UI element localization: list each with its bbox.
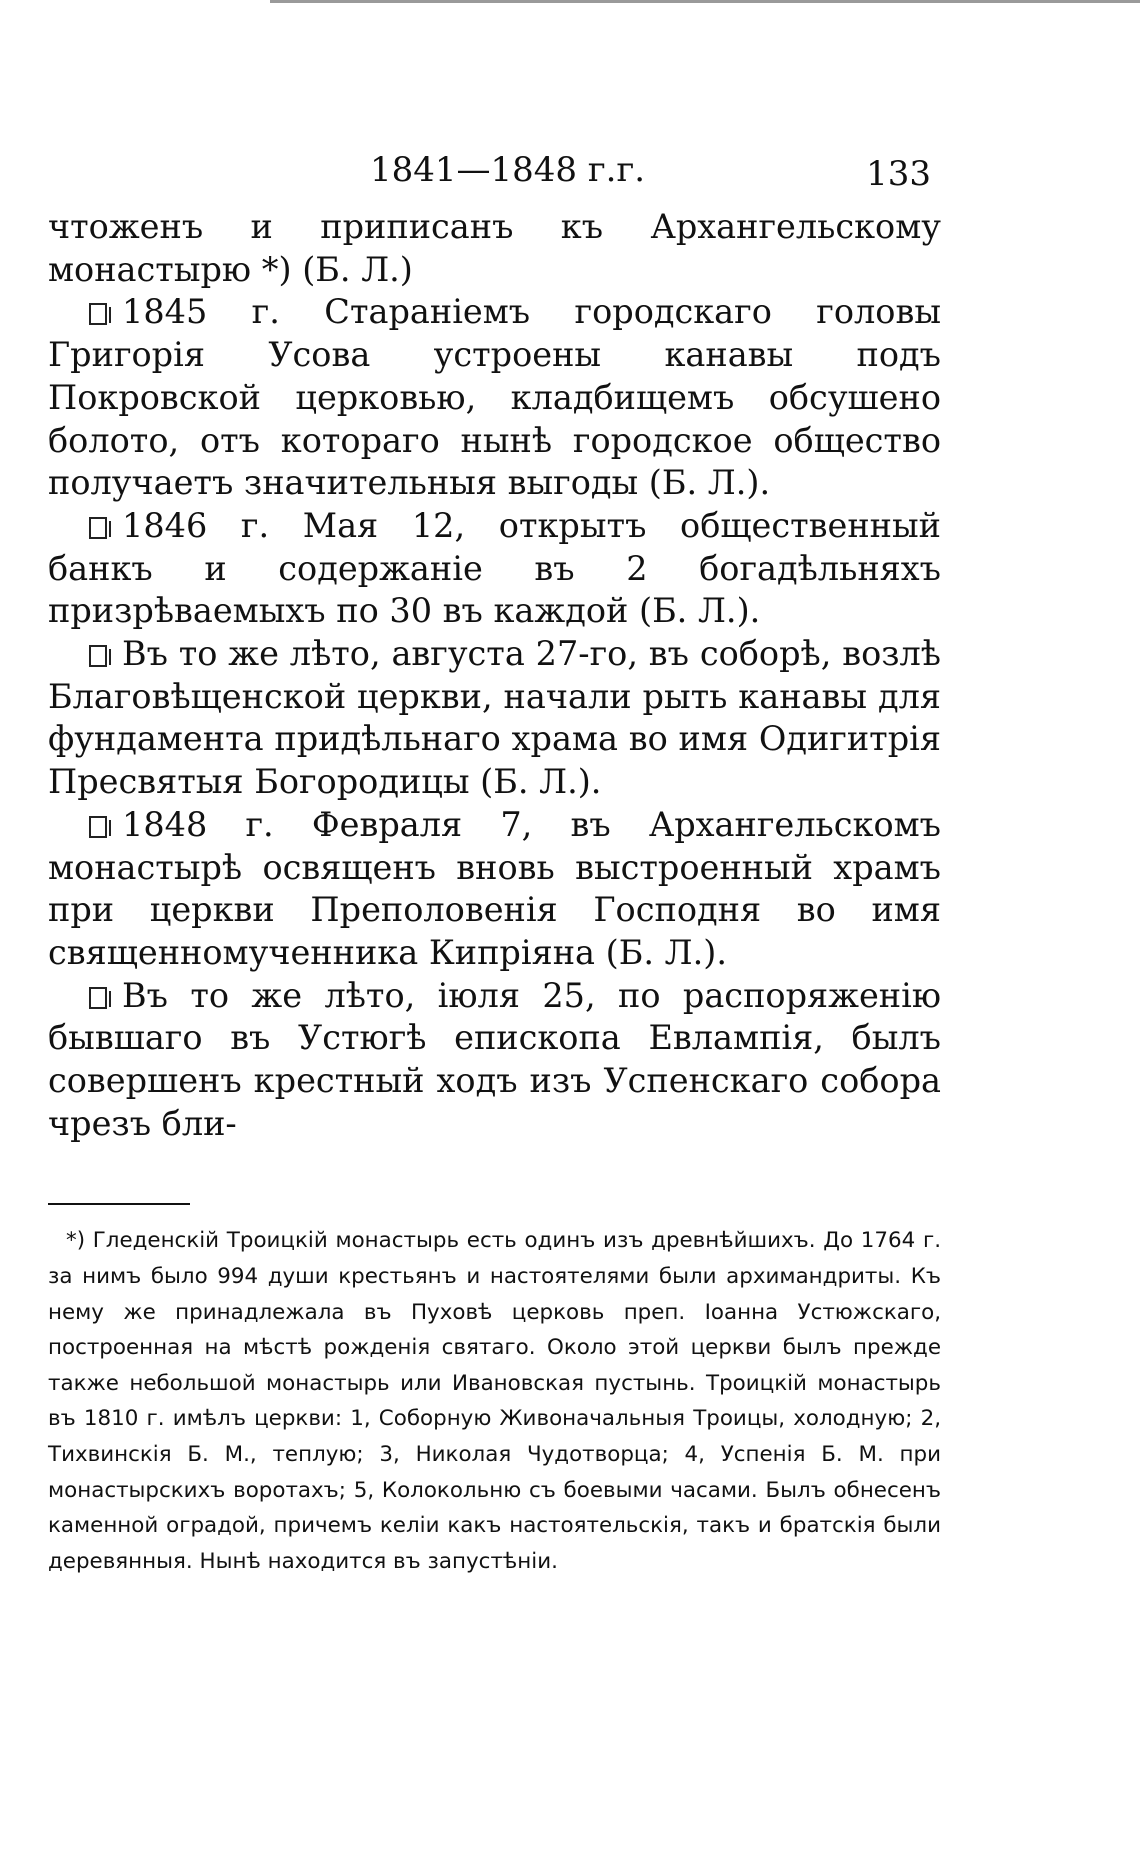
page-number: 133 [866,154,931,194]
paragraph-mark-icon [86,643,114,667]
paragraph-mark-icon [86,814,114,838]
paragraph-text: 1845 г. Стараніемъ городскаго головы Григорія Усова устроены канавы подъ Покровской церковью, кладбищемъ обсушено болото, отъ котораго нынѣ городское общество получаетъ значительныя выгоды (Б. Л.). [48,292,941,503]
paragraph-mark-icon [86,515,114,539]
running-title: 1841—1848 г.г. [370,150,646,190]
paragraph-text: 1846 г. Мая 12, открытъ общественный банкъ и содержаніе въ 2 богадѣльняхъ призрѣваемыхъ по 30 въ каждой (Б. Л.). [48,505,941,631]
book-page [48,150,941,1579]
paragraph-mark-icon [86,985,114,1009]
footnote-rule [48,1203,190,1205]
paragraph-text: Въ то же лѣто, августа 27-го, въ соборѣ, возлѣ Благовѣщенской церкви, начали рыть канавы для фундамента придѣльнаго храма во имя Одигитрія Пресвятыя Богородицы (Б. Л.). [48,634,941,802]
running-head [48,150,941,200]
body-text [48,206,941,1145]
paragraph-mark-icon [86,301,114,325]
paragraph-text: 1848 г. Февраля 7, въ Архангельскомъ монастырѣ освященъ вновь выстроенный храмъ при церкви Преполовенія Господня во имя священномученника Кипріяна (Б. Л.). [48,804,941,972]
paragraph-1845 [48,291,941,505]
paragraph-text: чтоженъ и приписанъ къ Архангельскому монастырю *) (Б. Л.) [48,207,941,289]
footnote: *) Гледенскій Троицкій монастырь есть одинъ изъ древнѣйшихъ. До 1764 г. за нимъ было 994 души крестьянъ и настоятелями были архимандриты. Къ нему же принадлежала въ Пуховѣ церковь преп. Іоанна Устюжскаго, построенная на мѣстѣ рожденія святаго. Около этой церкви былъ прежде также небольшой монастырь или Ивановская пустынь. Троицкій монастырь въ 1810 г. имѣлъ церкви: 1, Соборную Живоначальныя Троицы, холодную; 2, Тихвинскія Б. М., теплую; 3, Николая Чудотворца; 4, Успенія Б. М. при монастырскихъ воротахъ; 5, Колокольню съ боевыми часами. Былъ обнесенъ каменной оградой, причемъ келіи какъ настоятельскія, такъ и братскія были деревянныя. Нынѣ находится въ запустѣніи. [48,1228,941,1574]
paragraph-1848-july [48,975,941,1146]
paragraph-1846 [48,505,941,633]
paragraph-text: Въ то же лѣто, іюля 25, по распоряженію бывшаго въ Устюгѣ епископа Евлампія, былъ совершенъ крестный ходъ изъ Успенскаго собора чрезъ бли- [48,975,941,1143]
paragraph-continuation [48,206,941,291]
top-edge-rule [270,0,1140,3]
paragraph-1846-august [48,633,941,804]
paragraph-1848 [48,804,941,975]
